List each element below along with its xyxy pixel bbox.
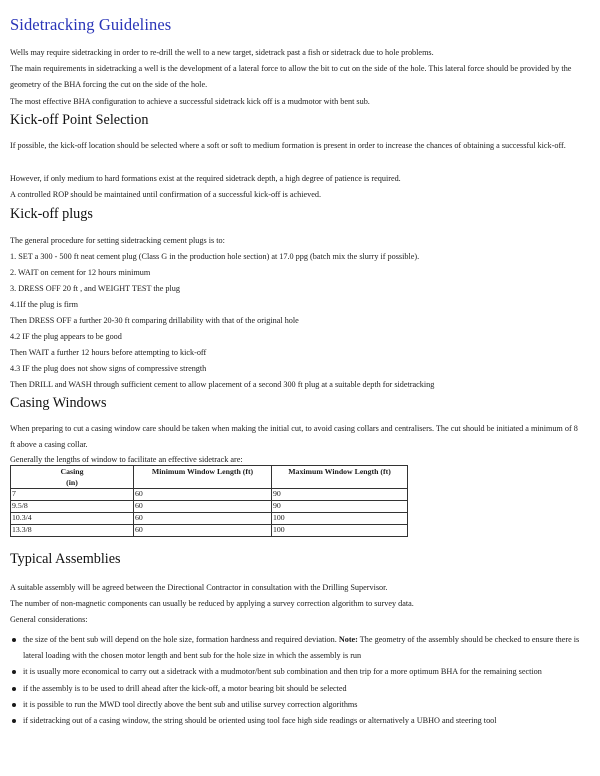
considerations-list	[10, 632, 590, 729]
table-cell: 60	[134, 513, 272, 525]
plug-line: 1. SET a 300 - 500 ft neat cement plug (Class G in the production hole section) at 17.0 ppg (batch mix the slurry if possible).	[10, 252, 420, 261]
list-item: if the assembly is to be used to drill ahead after the kick-off, a motor bearing bit should be selected	[10, 681, 590, 697]
bullet-icon	[12, 703, 16, 707]
bullet-icon	[12, 687, 16, 691]
plug-line: 2. WAIT on cement for 12 hours minimum	[10, 268, 151, 277]
plug-line: The general procedure for setting sidetracking cement plugs is to:	[10, 236, 225, 245]
table-cell: 7	[11, 489, 134, 501]
table-header-min-length: Minimum Window Length (ft)	[134, 466, 272, 489]
table-caption: Generally the lengths of window to facilitate an effective sidetrack are:	[10, 455, 243, 464]
table-cell: 60	[134, 489, 272, 501]
table-cell: 100	[272, 525, 408, 537]
plug-line: 4.3 IF the plug does not show signs of compressive strength	[10, 364, 207, 373]
intro-paragraph-1: Wells may require sidetracking in order to re-drill the well to a new target, sidetrack past a fish or sidetrack due to hole problems.	[10, 48, 434, 57]
section-heading-casing-windows: Casing Windows	[10, 395, 107, 411]
assemblies-line: A suitable assembly will be agreed between the Directional Contractor in consultation with the Drilling Supervisor.	[10, 583, 388, 592]
table-header-casing: Casing (in)	[11, 466, 134, 489]
plug-line: 4.2 IF the plug appears to be good	[10, 332, 122, 341]
table-cell: 60	[134, 525, 272, 537]
table-cell: 100	[272, 513, 408, 525]
kickoff-point-paragraph-3: A controlled ROP should be maintained until confirmation of a successful kick-off is achieved.	[10, 190, 322, 199]
plug-line: Then DRILL and WASH through sufficient cement to allow placement of a second 300 ft plug at a suitable depth for sidetracking	[10, 380, 435, 389]
plug-line: 4.1If the plug is firm	[10, 300, 78, 309]
table-cell: 13.3/8	[11, 525, 134, 537]
bullet-icon	[12, 638, 16, 642]
page-title: Sidetracking Guidelines	[10, 15, 172, 34]
table-row	[11, 501, 408, 513]
table-row	[11, 513, 408, 525]
casing-windows-paragraph: When preparing to cut a casing window care should be taken when making the initial cut, to avoid casing collars and centralisers. The cut should be initiated a minimum of 8 ft above a casing collar.	[10, 424, 578, 450]
list-item: it is usually more economical to carry out a sidetrack with a mudmotor/bent sub combination and then trip for a more optimum BHA for the remaining section	[10, 664, 590, 680]
table-cell: 60	[134, 501, 272, 513]
table-cell: 90	[272, 489, 408, 501]
intro-paragraph-2: The main requirements in sidetracking a well is the development of a lateral force to allow the bit to cut on the side of the hole. This lateral force should be provided by the geometry of the BHA forcing the cut on the side of the hole.	[10, 64, 572, 90]
casing-window-table	[10, 465, 408, 537]
section-heading-kickoff-plugs: Kick-off plugs	[10, 206, 93, 222]
bullet-icon	[12, 719, 16, 723]
kickoff-point-paragraph-1: If possible, the kick-off location should be selected where a soft or soft to medium formation is present in order to increase the chances of obtaining a successful kick-off.	[10, 141, 566, 150]
section-heading-kickoff-point: Kick-off Point Selection	[10, 112, 149, 128]
bullet-icon	[12, 670, 16, 674]
intro-paragraph-3: The most effective BHA configuration to achieve a successful sidetrack kick off is a mudmotor with bent sub.	[10, 97, 370, 106]
table-header-max-length: Maximum Window Length (ft)	[272, 466, 408, 489]
list-item: it is possible to run the MWD tool directly above the bent sub and utilise survey correction algorithms	[10, 697, 590, 713]
table-cell: 10.3/4	[11, 513, 134, 525]
list-item: if sidetracking out of a casing window, the string should be oriented using tool face high side readings or alternatively a UBHO and steering tool	[10, 713, 590, 729]
kickoff-point-paragraph-2: However, if only medium to hard formations exist at the required sidetrack depth, a high degree of patience is required.	[10, 174, 401, 183]
section-heading-typical-assemblies: Typical Assemblies	[10, 551, 121, 567]
plug-line: Then DRESS OFF a further 20-30 ft comparing drillability with that of the original hole	[10, 316, 299, 325]
plug-line: 3. DRESS OFF 20 ft , and WEIGHT TEST the plug	[10, 284, 180, 293]
assemblies-line: General considerations:	[10, 615, 88, 624]
table-row	[11, 525, 408, 537]
table-row	[11, 489, 408, 501]
table-cell: 90	[272, 501, 408, 513]
plug-line: Then WAIT a further 12 hours before attempting to kick-off	[10, 348, 207, 357]
assemblies-line: The number of non-magnetic components can usually be reduced by applying a survey correction algorithm to survey data.	[10, 599, 414, 608]
table-header-row	[11, 466, 408, 489]
table-cell: 9.5/8	[11, 501, 134, 513]
list-item: the size of the bent sub will depend on the hole size, formation hardness and required deviation. Note: The geometry of the assembly should be checked to ensure there is lateral loading with the chosen motor length and bent sub for the hole size in which the assembly is run	[10, 632, 590, 664]
